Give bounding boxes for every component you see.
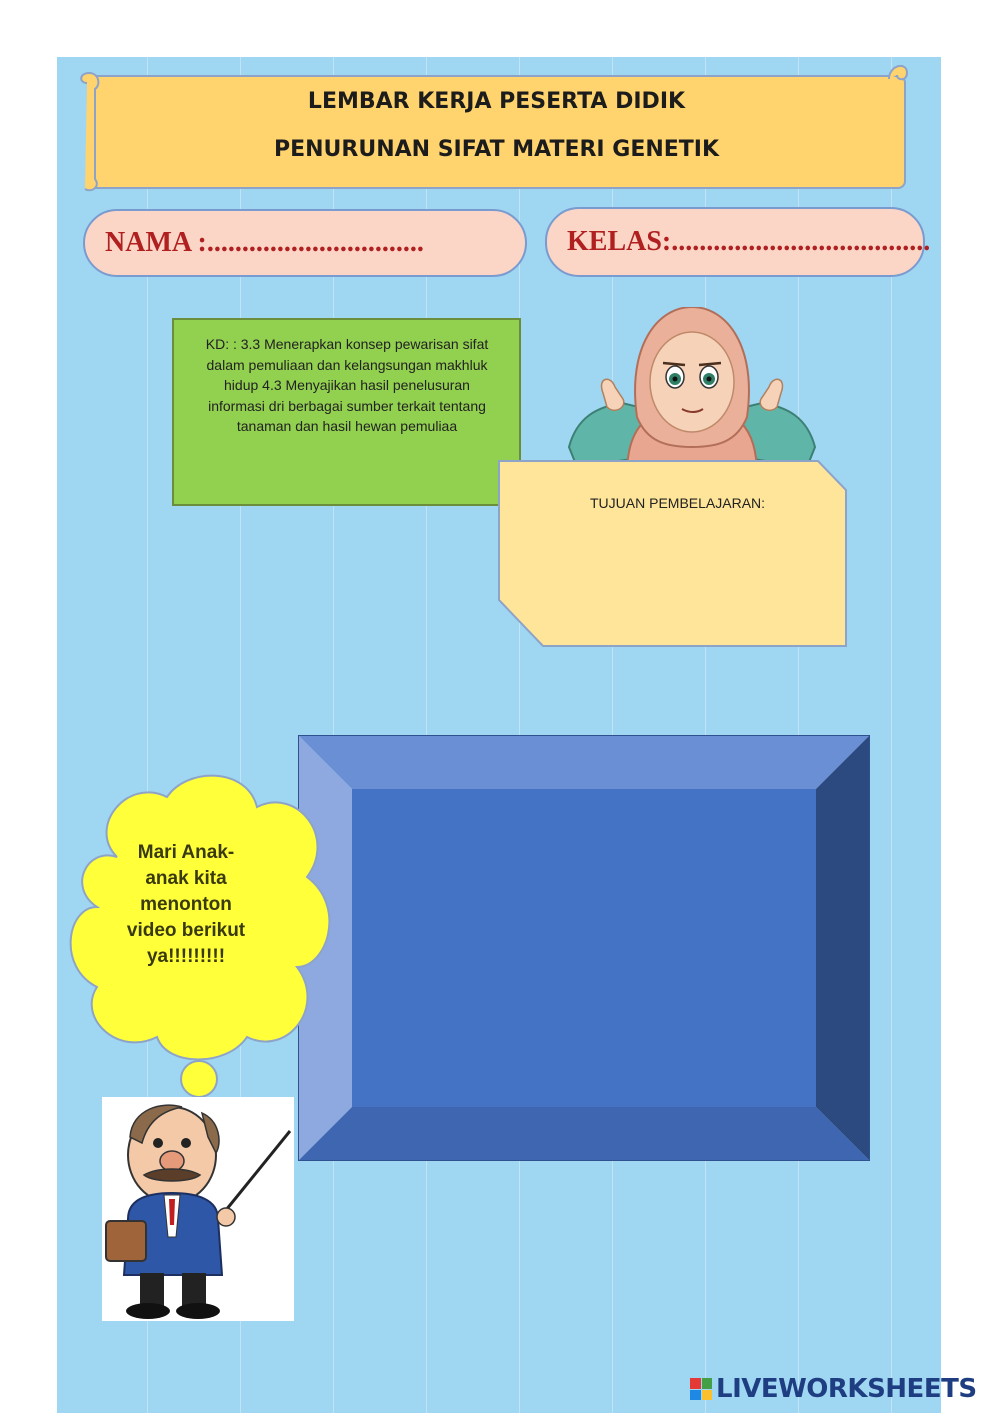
liveworksheets-logo: [690, 1374, 977, 1404]
tujuan-box-shape: [498, 460, 848, 648]
kd-box: [172, 318, 521, 506]
tujuan-label: TUJUAN PEMBELAJARAN:: [590, 495, 766, 511]
hijab-girl-illustration: [567, 307, 817, 475]
worksheet-subtitle: PENURUNAN SIFAT MATERI GENETIK: [273, 137, 720, 162]
kelas-label: KELAS:.....................................: [567, 226, 931, 257]
tujuan-pembelajaran-box[interactable]: [498, 460, 848, 648]
speech-text: Mari Anak- anak kita menonton video berikut ya!!!!!!!!!: [126, 842, 246, 967]
nama-field[interactable]: [83, 209, 527, 277]
worksheet-title: LEMBAR KERJA PESERTA DIDIK: [307, 89, 686, 114]
video-frame[interactable]: [298, 735, 870, 1161]
title-banner: [87, 75, 906, 189]
scroll-curl-right: [883, 57, 913, 97]
nama-label: NAMA :...............................: [105, 227, 424, 258]
kd-text: KD: : 3.3 Menerapkan konsep pewarisan sifat dalam pemuliaan dan kelangsungan makhluk hidup 4.3 Menyajikan hasil penelusuran informasi dri berbagai sumber terkait tentang tanaman dan hasil hewan pemuliaa: [205, 336, 489, 434]
scroll-curl-left: [77, 71, 107, 196]
liveworksheets-brand: LIVEWORKSHEETS: [716, 1374, 977, 1404]
liveworksheets-logo-icon: [690, 1378, 712, 1400]
kelas-field[interactable]: [545, 207, 931, 277]
worksheet-page: [57, 57, 941, 1413]
teacher-illustration: [102, 1097, 294, 1321]
